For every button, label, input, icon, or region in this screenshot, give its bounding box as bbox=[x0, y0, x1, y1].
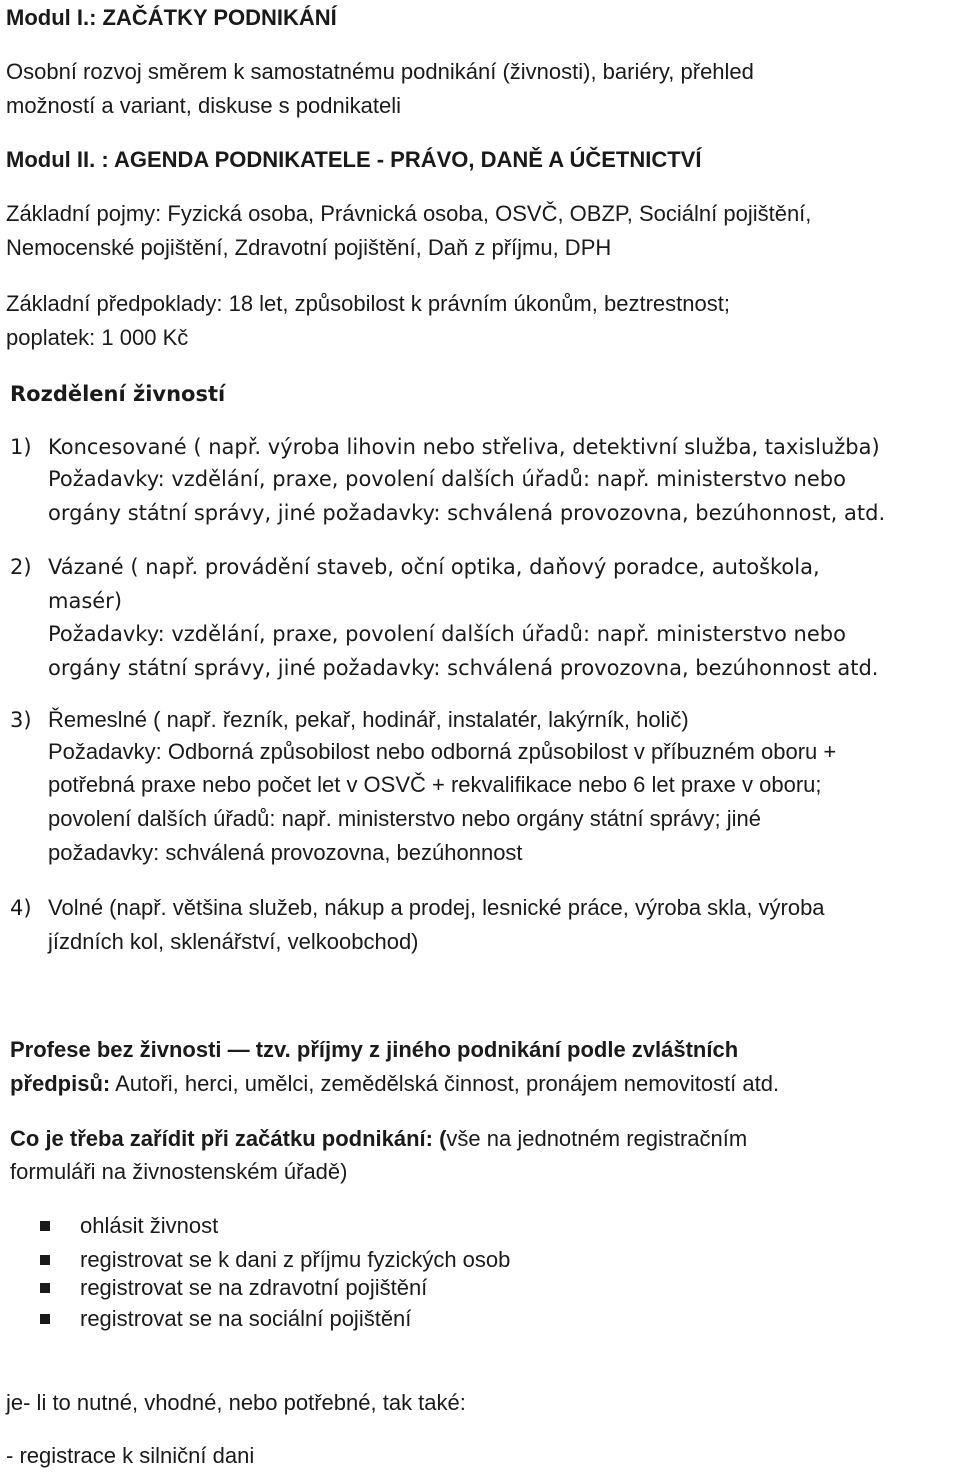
item-4-line-2: jízdních kol, sklenářství, velkoobchod) bbox=[48, 929, 419, 954]
bullet-square-icon bbox=[40, 1283, 50, 1293]
item-3-line-2: Požadavky: Odborná způsobilost nebo odborná způsobilost v příbuzném oboru + bbox=[48, 739, 837, 764]
startup-label: Co je třeba zařídit při začátku podnikání: ( bbox=[10, 1126, 447, 1151]
item-2-line-2: masér) bbox=[48, 589, 123, 613]
section-heading-trade-types: Rozdělení živností bbox=[10, 382, 226, 406]
prerequisites-line-2: poplatek: 1 000 Kč bbox=[6, 325, 189, 350]
item-3-line-5: požadavky: schválená provozovna, bezúhonnost bbox=[48, 840, 523, 865]
bullet-item-2: registrovat se k dani z příjmu fyzických osob bbox=[80, 1247, 511, 1272]
module-1-desc-line-1: Osobní rozvoj směrem k samostatnému podnikání (živnosti), bariéry, přehled bbox=[6, 59, 754, 84]
bullet-item-3: registrovat se na zdravotní pojištění bbox=[80, 1275, 428, 1300]
item-2-line-3: Požadavky: vzdělání, praxe, povolení dalších úřadů: např. ministerstvo nebo bbox=[48, 622, 846, 646]
item-1-line-2: Požadavky: vzdělání, praxe, povolení dalších úřadů: např. ministerstvo nebo bbox=[48, 467, 846, 491]
item-3-line-1: Řemeslné ( např. řezník, pekař, hodinář, instalatér, lakýrník, holič) bbox=[48, 707, 689, 732]
bullet-square-icon bbox=[40, 1255, 50, 1265]
prerequisites-line-1: Základní předpoklady: 18 let, způsobilost k právním úkonům, beztrestnost; bbox=[6, 291, 730, 316]
module-1-title: Modul I.: ZAČÁTKY PODNIKÁNÍ bbox=[6, 5, 337, 30]
item-3-line-4: povolení dalších úřadů: např. ministerstvo nebo orgány státní správy; jiné bbox=[48, 806, 761, 831]
item-1-line-3: orgány státní správy, jiné požadavky: schválená provozovna, bezúhonnost, atd. bbox=[48, 501, 886, 525]
module-1-desc-line-2: možností a variant, diskuse s podnikateli bbox=[6, 93, 401, 118]
item-1-line-1: Koncesované ( např. výroba lihovin nebo střeliva, detektivní služba, taxislužba) bbox=[48, 435, 880, 459]
item-2-number: 2) bbox=[10, 555, 32, 579]
professions-label: předpisů: bbox=[10, 1071, 111, 1096]
startup-line-2: formuláři na živnostenském úřadě) bbox=[10, 1159, 348, 1184]
footer-line-2: - registrace k silniční dani bbox=[6, 1443, 255, 1468]
startup-line-1 bbox=[10, 1125, 747, 1153]
basic-terms-line-1: Základní pojmy: Fyzická osoba, Právnická osoba, OSVČ, OBZP, Sociální pojištění, bbox=[6, 201, 812, 226]
module-2-title: Modul II. : AGENDA PODNIKATELE - PRÁVO, DANĚ A ÚČETNICTVÍ bbox=[6, 147, 702, 172]
bullet-square-icon bbox=[40, 1221, 50, 1231]
professions-text: Autoři, herci, umělci, zemědělská činnost, pronájem nemovitostí atd. bbox=[110, 1071, 780, 1096]
professions-line-2 bbox=[10, 1070, 779, 1098]
bullet-square-icon bbox=[40, 1314, 50, 1324]
bullet-item-1: ohlásit živnost bbox=[80, 1213, 219, 1238]
professions-line-1: Profese bez živnosti — tzv. příjmy z jiného podnikání podle zvláštních bbox=[10, 1037, 739, 1062]
bullet-item-4: registrovat se na sociální pojištění bbox=[80, 1306, 412, 1331]
footer-line-1: je- li to nutné, vhodné, nebo potřebné, tak také: bbox=[6, 1390, 466, 1415]
item-2-line-4: orgány státní správy, jiné požadavky: schválená provozovna, bezúhonnost atd. bbox=[48, 656, 879, 680]
item-4-number: 4) bbox=[10, 896, 32, 920]
item-3-number: 3) bbox=[10, 708, 32, 732]
item-4-line-1: Volné (např. většina služeb, nákup a prodej, lesnické práce, výroba skla, výroba bbox=[48, 895, 825, 920]
startup-text: vše na jednotném registračním bbox=[446, 1126, 748, 1151]
item-2-line-1: Vázané ( např. provádění staveb, oční optika, daňový poradce, autoškola, bbox=[48, 555, 820, 579]
item-3-line-3: potřebná praxe nebo počet let v OSVČ + rekvalifikace nebo 6 let praxe v oboru; bbox=[48, 772, 822, 797]
item-1-number: 1) bbox=[10, 435, 32, 459]
basic-terms-line-2: Nemocenské pojištění, Zdravotní pojištění, Daň z příjmu, DPH bbox=[6, 235, 612, 260]
